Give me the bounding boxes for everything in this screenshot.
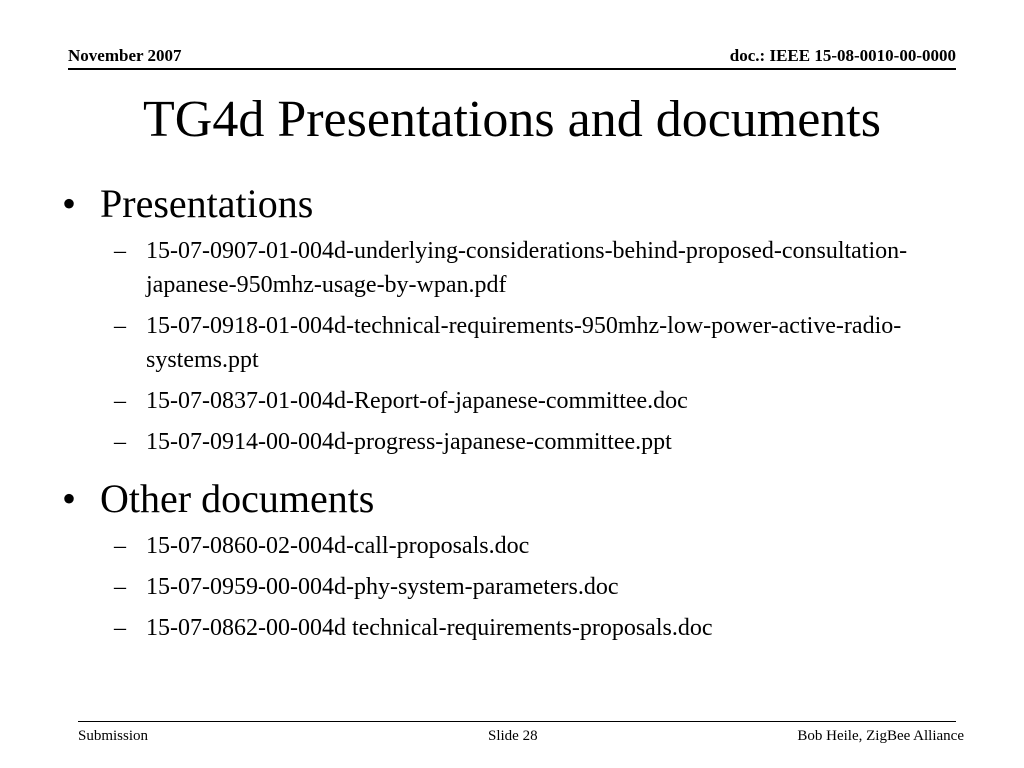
section-other-documents (58, 473, 958, 645)
footer-submission: Submission (78, 728, 149, 744)
section-heading (58, 178, 958, 230)
section-presentations (58, 178, 958, 459)
dash-icon: – (114, 533, 126, 559)
bullet-icon: • (62, 181, 77, 226)
list-item (58, 570, 926, 604)
list-item-text: 15-07-0959-00-004d-phy-system-parameters.doc (146, 574, 619, 600)
slide-body (58, 178, 958, 652)
list-item-text: 15-07-0914-00-004d-progress-japanese-committee.ppt (146, 429, 672, 455)
section-heading-text: Other documents (100, 476, 375, 521)
dash-icon: – (114, 429, 126, 455)
section-heading-text: Presentations (100, 181, 314, 226)
presentations-list (58, 234, 958, 459)
slide-header (68, 44, 956, 70)
other-documents-list (58, 529, 958, 645)
footer-slide-number: Slide 28 (488, 728, 538, 744)
list-item (58, 425, 926, 459)
header-date: November 2007 (68, 46, 182, 65)
dash-icon: – (114, 388, 126, 414)
list-item-text: 15-07-0837-01-004d-Report-of-japanese-committee.doc (146, 388, 688, 414)
footer-author: Bob Heile, ZigBee Alliance (797, 728, 964, 744)
dash-icon: – (114, 238, 126, 264)
section-heading (58, 473, 958, 525)
list-item-text: 15-07-0862-00-004d technical-requirements-proposals.doc (146, 615, 713, 641)
list-item-text: 15-07-0907-01-004d-underlying-considerations-behind-proposed-consultation-japanese-950mhz-usage-by-wpan.pdf (146, 238, 908, 298)
list-item (58, 384, 926, 418)
list-item (58, 611, 926, 645)
header-doc-id: doc.: IEEE 15-08-0010-00-0000 (729, 46, 956, 65)
slide-footer (78, 721, 964, 750)
list-item-text: 15-07-0860-02-004d-call-proposals.doc (146, 533, 530, 559)
slide-title: TG4d Presentations and documents (143, 91, 881, 148)
list-item (58, 309, 926, 377)
list-item-text: 15-07-0918-01-004d-technical-requirements-950mhz-low-power-active-radio-systems.ppt (146, 313, 902, 373)
dash-icon: – (114, 574, 126, 600)
list-item (58, 234, 926, 302)
bullet-icon: • (62, 476, 77, 521)
dash-icon: – (114, 313, 126, 339)
list-item (58, 529, 926, 563)
dash-icon: – (114, 615, 126, 641)
